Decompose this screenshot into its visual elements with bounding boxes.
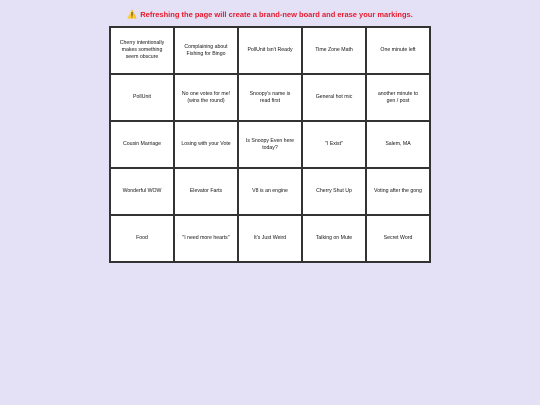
bingo-cell[interactable]: Snoopy's name is read first	[238, 74, 302, 121]
bingo-cell[interactable]: Losing with your Vote	[174, 121, 238, 168]
bingo-cell[interactable]: V8 is an engine	[238, 168, 302, 215]
bingo-cell[interactable]: Time Zone Math	[302, 27, 366, 74]
bingo-cell[interactable]: Salem, MA	[366, 121, 430, 168]
refresh-warning	[0, 10, 540, 19]
bingo-cell[interactable]: another minute to gen / post	[366, 74, 430, 121]
bingo-cell[interactable]: General hot mic	[302, 74, 366, 121]
bingo-cell[interactable]: "I Exist"	[302, 121, 366, 168]
bingo-cell[interactable]: PollUnit Isn't Ready	[238, 27, 302, 74]
bingo-cell[interactable]: It's Just Weird	[238, 215, 302, 262]
bingo-cell[interactable]: No one votes for me! (wins the round)	[174, 74, 238, 121]
bingo-board	[109, 26, 431, 263]
bingo-cell[interactable]: Wonderful WOW	[110, 168, 174, 215]
bingo-cell[interactable]: Food	[110, 215, 174, 262]
bingo-cell[interactable]: Elevator Farts	[174, 168, 238, 215]
bingo-cell[interactable]: Cousin Marriage	[110, 121, 174, 168]
bingo-cell[interactable]: "I need more hearts"	[174, 215, 238, 262]
bingo-cell[interactable]: Voting after the gong	[366, 168, 430, 215]
warning-text: Refreshing the page will create a brand-new board and erase your markings.	[140, 10, 413, 19]
bingo-cell[interactable]: Cherry intentionally makes something seem obscure	[110, 27, 174, 74]
bingo-cell[interactable]: Secret Word	[366, 215, 430, 262]
bingo-cell[interactable]: Talking on Mute	[302, 215, 366, 262]
bingo-cell[interactable]: One minute left	[366, 27, 430, 74]
bingo-cell[interactable]: Cherry Shut Up	[302, 168, 366, 215]
warning-icon: ⚠️	[127, 10, 138, 19]
bingo-cell[interactable]: Is Snoopy Even here today?	[238, 121, 302, 168]
bingo-cell[interactable]: PollUnit	[110, 74, 174, 121]
bingo-cell[interactable]: Complaining about Fishing for Bingo	[174, 27, 238, 74]
